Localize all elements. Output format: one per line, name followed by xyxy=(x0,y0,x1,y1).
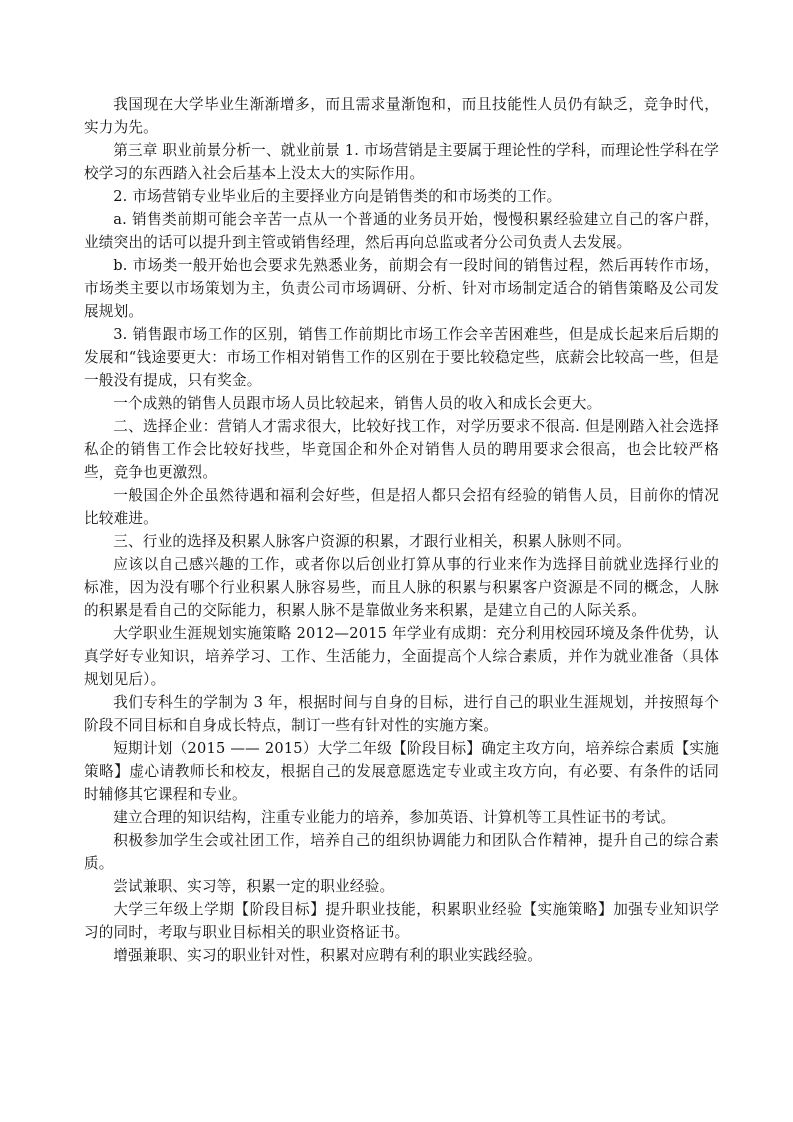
paragraph-14: 短期计划（2015 —— 2015）大学二年级【阶段目标】确定主攻方向，培养综合素质【实施策略】虚心请教师长和校友，根据自己的发展意愿选定专业或主攻方向，有必要、有条件的话同时辅修其它课程和专业。 xyxy=(84,740,719,803)
document-body xyxy=(84,93,719,967)
paragraph-17: 尝试兼职、实习等，积累一定的职业经验。 xyxy=(113,878,395,895)
paragraph-3: 2. 市场营销专业毕业后的主要择业方向是销售类的和市场类的工作。 xyxy=(113,188,562,205)
paragraph-6: 3. 销售跟市场工作的区别，销售工作前期比市场工作会辛苦困难些，但是成长起来后后期的发展和“钱途要更大：市场工作相对销售工作的区别在于要比较稳定些，底薪会比较高一些，但是一般没有提成，只有奖金。 xyxy=(84,326,719,389)
paragraph-9: 一般国企外企虽然待遇和福利会好些，但是招人都只会招有经验的销售人员，目前你的情况比较难进。 xyxy=(84,487,719,527)
paragraph-5: b. 市场类一般开始也会要求先熟悉业务，前期会有一段时间的销售过程，然后再转作市场，市场类主要以市场策划为主，负责公司市场调研、分析、针对市场制定适合的销售策略及公司发展规划。 xyxy=(84,257,719,320)
paragraph-1: 我国现在大学毕业生渐渐增多，而且需求量渐饱和，而且技能性人员仍有缺乏，竞争时代，实力为先。 xyxy=(84,96,719,136)
paragraph-2: 第三章 职业前景分析一、就业前景 1. 市场营销是主要属于理论性的学科，而理论性学科在学校学习的东西踏入社会后基本上没太大的实际作用。 xyxy=(84,142,719,182)
paragraph-16: 积极参加学生会或社团工作，培养自己的组织协调能力和团队合作精神，提升自己的综合素质。 xyxy=(84,832,719,872)
paragraph-13: 我们专科生的学制为 3 年，根据时间与自身的目标，进行自己的职业生涯规划，并按照每个阶段不同目标和自身成长特点，制订一些有针对性的实施方案。 xyxy=(84,694,719,734)
paragraph-19: 增强兼职、实习的职业针对性，积累对应聘有利的职业实践经验。 xyxy=(113,947,543,964)
paragraph-4: a. 销售类前期可能会辛苦一点从一个普通的业务员开始，慢慢积累经验建立自己的客户群，业绩突出的话可以提升到主管或销售经理，然后再向总监或者分公司负责人去发展。 xyxy=(84,211,719,251)
paragraph-18: 大学三年级上学期【阶段目标】提升职业技能，积累职业经验【实施策略】加强专业知识学习的同时，考取与职业目标相关的职业资格证书。 xyxy=(84,901,719,941)
paragraph-15: 建立合理的知识结构，注重专业能力的培养，参加英语、计算机等工具性证书的考试。 xyxy=(113,809,676,826)
paragraph-10: 三、行业的选择及积累人脉客户资源的积累，才跟行业相关，积累人脉则不同。 xyxy=(113,533,631,550)
paragraph-12: 大学职业生涯规划实施策略 2012—2015 年学业有成期：充分利用校园环境及条件优势，认真学好专业知识，培养学习、工作、生活能力，全面提高个人综合素质，并作为就业准备（具体规划见后）。 xyxy=(84,625,719,688)
paragraph-11: 应该以自己感兴趣的工作，或者你以后创业打算从事的行业来作为选择目前就业选择行业的标准，因为没有哪个行业积累人脉容易些，而且人脉的积累与积累客户资源是不同的概念，人脉的积累是看自己的交际能力，积累人脉不是靠做业务来积累，是建立自己的人际关系。 xyxy=(84,556,719,619)
paragraph-7: 一个成熟的销售人员跟市场人员比较起来，销售人员的收入和成长会更大。 xyxy=(113,395,602,412)
paragraph-8: 二、选择企业：营销人才需求很大，比较好找工作，对学历要求不很高. 但是刚踏入社会选择私企的销售工作会比较好找些，毕竟国企和外企对销售人员的聘用要求会很高，也会比较严格些，竞争也更激烈。 xyxy=(84,418,719,481)
